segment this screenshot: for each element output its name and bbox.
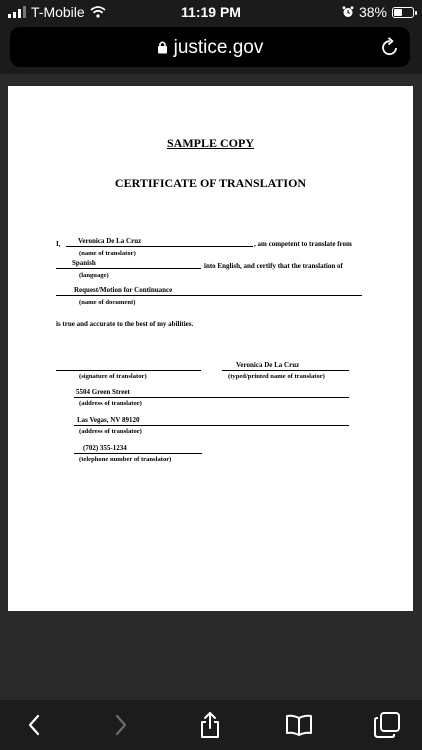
document-name: Request/Motion for Continuance <box>74 286 173 294</box>
signature-line <box>56 362 201 371</box>
address-caption-2: (address of translator) <box>79 428 142 435</box>
signature-caption: (signature of translator) <box>79 373 147 380</box>
language-caption: (language) <box>79 272 109 279</box>
phone-line <box>74 445 202 454</box>
carrier-label: T-Mobile <box>31 4 85 20</box>
lock-icon <box>157 40 168 54</box>
address-caption-1: (address of translator) <box>79 400 142 407</box>
forward-button[interactable] <box>101 708 141 742</box>
alarm-icon <box>342 6 354 18</box>
document-name-line <box>56 287 362 296</box>
translator-name: Veronica De La Cruz <box>78 237 142 245</box>
address-line-1 <box>74 389 349 398</box>
competent-text: , am competent to translate from <box>254 240 352 248</box>
tabs-icon <box>373 711 401 739</box>
chevron-left-icon <box>26 713 42 737</box>
document-page <box>8 86 413 611</box>
battery-percent: 38% <box>358 4 387 20</box>
share-button[interactable] <box>190 708 230 742</box>
translator-name-caption: (name of translator) <box>79 250 136 257</box>
true-accurate-text: is true and accurate to the best of my abilities. <box>56 320 194 328</box>
url-text: justice.gov <box>173 37 264 58</box>
typed-name-line <box>222 362 349 371</box>
bookmarks-button[interactable] <box>279 708 319 742</box>
battery-icon <box>392 7 414 18</box>
tabs-button[interactable] <box>367 708 407 742</box>
phone-caption: (telephone number of translator) <box>79 456 172 463</box>
document-heading: SAMPLE COPY <box>167 136 254 150</box>
document-title: CERTIFICATE OF TRANSLATION <box>114 176 307 190</box>
browser-toolbar <box>0 700 422 750</box>
web-content[interactable] <box>0 74 422 700</box>
document-caption: (name of document) <box>79 299 136 306</box>
address-display[interactable] <box>10 37 410 59</box>
into-english-text: into English, and certify that the translation of <box>204 262 343 270</box>
address-line-2 <box>74 417 349 426</box>
status-bar <box>0 0 422 24</box>
language-value: Spanish <box>72 259 96 267</box>
typed-name: Veronica De La Cruz <box>236 361 300 369</box>
book-icon <box>285 713 313 737</box>
address-value-2: Las Vegas, NV 89120 <box>77 416 140 424</box>
chevron-right-icon <box>113 713 129 737</box>
language-line <box>56 260 201 269</box>
address-value-1: 5504 Green Street <box>76 388 130 396</box>
reload-icon[interactable] <box>380 36 400 58</box>
browser-header <box>0 24 422 74</box>
address-bar[interactable] <box>10 27 410 67</box>
translator-name-line <box>66 238 253 247</box>
back-button[interactable] <box>14 708 54 742</box>
i-label: I, <box>56 240 61 248</box>
status-right-group <box>342 4 414 20</box>
share-icon <box>199 711 221 739</box>
clock: 11:19 PM <box>181 4 241 20</box>
typed-name-caption: (typed/printed name of translator) <box>228 373 325 380</box>
phone-value: (702) 355-1234 <box>83 444 127 452</box>
